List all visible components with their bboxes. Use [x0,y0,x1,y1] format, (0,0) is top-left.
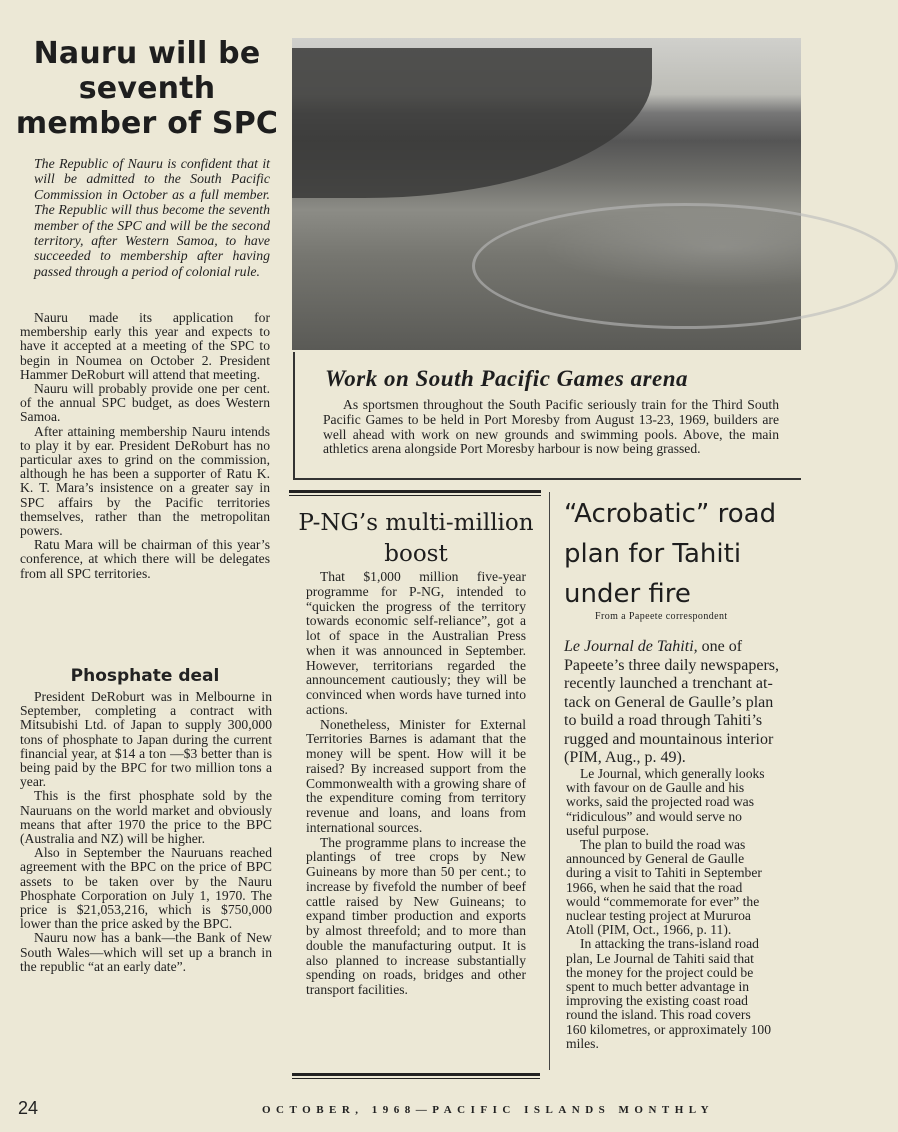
paragraph: Nauru made its application for membership early this year and expects to have it accepted at a meeting of the SPC to begin in Noumea on October 2. President Hammer DeRoburt will attend that meeting. [20,310,270,382]
photo-caption-body: As sportsmen throughout the South Pacific seriously train for the Third South Pacific Games to be held in Port Moresby from August 13-23, 1969, builders are well ahead with work on new grounds and swimming pools. Above, the main athletics arena alongside Port Moresby harbour is now being grassed. [323,397,779,457]
paragraph: The programme plans to increase the plantings of tree crops by New Guineans by more than 50 per cent.; to increase by fivefold the number of beef cattle raised by New Guineans; to expand timber production and exports by almost threefold; and to more than double the manufacturing output. It is also planned to increase substantially spending on roads, bridges and other transport facilities. [306,834,526,997]
body-line: “ridiculous” and would serve no [566,808,742,824]
article-nauru-body [20,311,270,581]
body-line: with favour on de Gaulle and his [566,780,745,796]
paragraph: President DeRoburt was in Melbourne in September, completing a contract with Mitsubishi Ltd. of Japan to supply 300,000 tons of phosphate to Japan during the current financial year, at $14 a ton —$3 better than is being paid by the BPC for two million tons a year. [20,689,272,790]
photo-caption-title: Work on South Pacific Games arena [325,366,689,391]
article-tahiti-lead [564,638,801,768]
body-line: 160 kilometres, or approximately 100 [566,1021,771,1037]
body-line: the money for the project could be [566,964,754,980]
caption-bottom-rule [293,478,801,480]
lead-line: recently launched a trenchant at- [564,675,773,692]
paragraph: Nauru now has a bank—the Bank of New South Wales—which will set up a branch in the republic “at an early date”. [20,930,272,974]
headline-line: plan for Tahiti [564,539,742,569]
paragraph: This is the first phosphate sold by the Nauruans on the world market and obviously means that after 1970 the price to the BPC (Australia and NZ) will be higher. [20,788,272,847]
body-line: spent to much better advantage in [566,979,750,995]
body-line: works, said the projected road was [566,794,754,810]
running-title: OCTOBER, 1968—PACIFIC ISLANDS MONTHLY [262,1104,715,1116]
divider-rule [292,1073,540,1079]
lead-line-italic: Le Journal de Tahiti, [564,638,698,655]
lead-line: Papeete’s three daily newspapers, [564,656,780,674]
photo-hillside [292,48,652,198]
lead-line: to build a road through Tahiti’s [564,712,763,729]
byline: From a Papeete correspondent [595,611,728,622]
body-line: 1966, when he said that the road [566,879,743,895]
body-line: announced by General de Gaulle [566,851,745,867]
caption-rule [293,352,295,478]
page-number: 24 [18,1098,39,1118]
intro-nauru: The Republic of Nauru is confident that it will be admitted to the South Pacific Commission in October as a full member. The Republic will thus become the seventh member of the SPC and will be the second territory, after Western Samoa, to have succeeded to membership after having passed through a period of colonial rule. [34,156,270,279]
body-line: miles. [566,1035,599,1051]
paragraph: Also in September the Nauruans reached agreement with the BPC on the price of BPC assets to be taken over by the Nauru Phosphate Corporation on July 1, 1970. The price is $21,053,216, which is $750,000 lower than the price asked by the BPC. [20,845,272,932]
body-line: In attacking the trans-island road [580,936,759,952]
headline-png: P-NG’s multi-million boost [298,510,534,567]
body-line: nuclear testing project at Mururoa [566,908,751,924]
paragraph: Nauru will probably provide one per cent. of the annual SPC budget, as does Western Samoa. [20,381,270,425]
body-line: round the island. This road covers [566,1007,751,1023]
column-rule [549,492,550,1070]
article-tahiti-body [566,766,801,1051]
paragraph: After attaining membership Nauru intends to play it by ear. President DeRoburt has no particular axes to grind on the commission, although he has been a supporter of Ratu K. K. T. Mara’s insistence on a greater say in SPC affairs by the Pacific territories themselves, rather than the metropolitan powers. [20,423,270,539]
subhead-phosphate: Phosphate deal [70,666,220,686]
article-phosphate-body [20,690,272,974]
body-line: Atoll (PIM, Oct., 1966, p. 11). [566,922,732,938]
body-line: would “commemorate for ever” the [566,893,760,909]
body-line: useful purpose. [566,822,650,838]
body-line: Le Journal, which generally looks [580,766,765,781]
article-png-body [306,570,526,998]
body-line: during a visit to Tahiti in September [566,865,762,881]
body-line: plan, Le Journal de Tahiti said that [566,950,754,966]
body-line: improving the existing coast road [566,993,748,1009]
lead-line: rugged and mountainous interior [564,730,774,748]
photo-athletics-track [472,203,898,329]
paragraph: That $1,000 million five-year programme for P-NG, intended to “quicken the progress of the territory towards economic self-reliance”, got a lot of space in the Australian Press when it was announced in September. However, territorians regarded the announcement cautiously; they will be convinced when words have turned into actions. [306,569,526,717]
lead-line: Le Journal de Tahiti, one of [564,638,743,655]
paragraph: Nonetheless, Minister for External Territories Barnes is adamant that the money will be spent. How will it be raised? By increased support from the Commonwealth with a growing share of the expenditure coming from territory revenue and loans, and loans from international sources. [306,716,526,835]
headline-tahiti [564,494,801,614]
games-arena-photo [292,38,801,350]
divider-rule [289,490,541,496]
lead-line: tack on General de Gaulle’s plan [564,693,774,711]
lead-line: (PIM, Aug., p. 49). [564,749,686,766]
headline-nauru: Nauru will be seventh member of SPC [15,36,279,141]
headline-line: “Acrobatic” road [564,499,777,529]
body-line: The plan to build the road was [580,837,746,853]
paragraph: Ratu Mara will be chairman of this year’s conference, at which there will be delegates from all SPC territories. [20,537,270,581]
headline-line: under fire [564,579,691,609]
